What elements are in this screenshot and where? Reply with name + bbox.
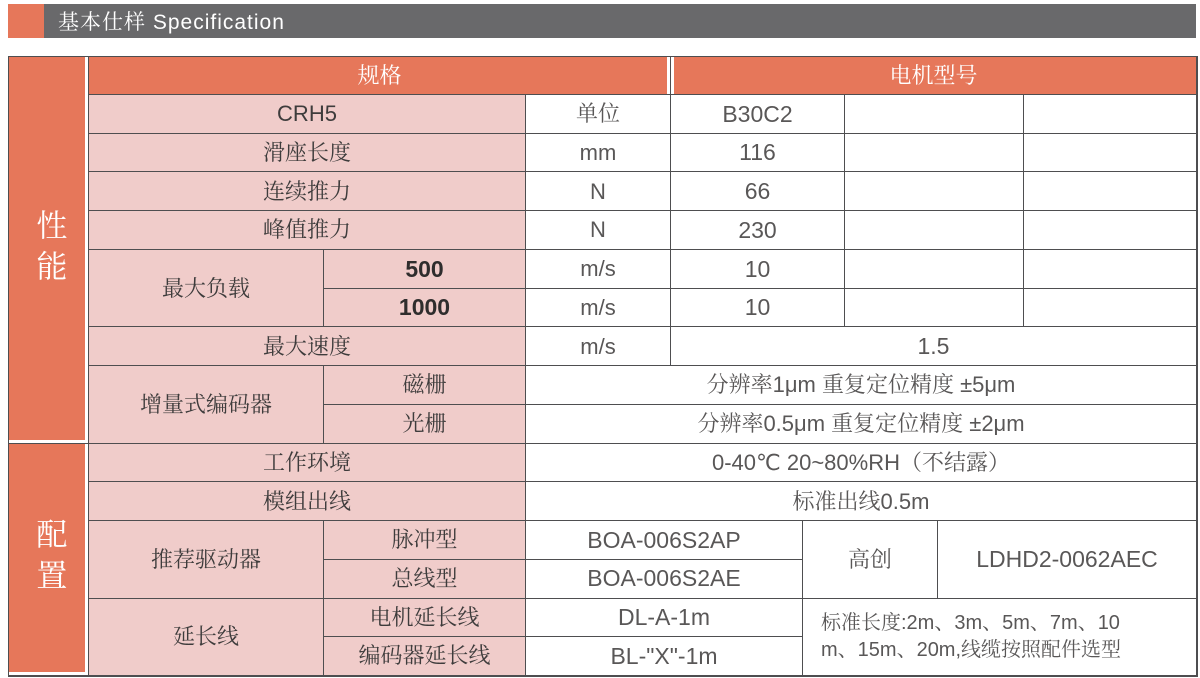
row-crh5-value2-empty bbox=[845, 95, 1024, 134]
row-driver-value-pulse: BOA-006S2AP bbox=[526, 521, 803, 560]
note-line-2: m、15m、20m,线缆按照配件选型 bbox=[821, 638, 1122, 661]
row-module-cable-label: 模组出线 bbox=[89, 482, 526, 521]
section-title: 基本仕样 Specification bbox=[44, 4, 1196, 38]
row-encoder-value-optical: 分辨率0.5μm 重复定位精度 ±2μm bbox=[526, 405, 1197, 444]
row-max-load-value3-empty-2 bbox=[1024, 289, 1197, 328]
row-encoder-label: 增量式编码器 bbox=[89, 366, 324, 443]
row-driver-sub-pulse: 脉冲型 bbox=[324, 521, 526, 560]
header-motor-model: 电机型号 bbox=[671, 57, 1197, 95]
row-encoder-value-magnetic: 分辨率1μm 重复定位精度 ±5μm bbox=[526, 366, 1197, 405]
row-slider-length-value1: 116 bbox=[671, 134, 845, 173]
row-driver-brand: 高创 bbox=[803, 521, 938, 598]
row-max-load-value1-1: 10 bbox=[671, 250, 845, 289]
row-cont-thrust-label: 连续推力 bbox=[89, 172, 526, 211]
row-peak-thrust-value2-empty bbox=[845, 211, 1024, 250]
row-max-load-label: 最大负载 bbox=[89, 250, 324, 327]
row-environment-value: 0-40℃ 20~80%RH（不结露） bbox=[526, 444, 1197, 483]
row-driver-value-bus: BOA-006S2AE bbox=[526, 560, 803, 599]
row-extension-note bbox=[803, 599, 1197, 676]
specification-table bbox=[8, 56, 1198, 677]
row-max-load-value2-empty-1 bbox=[845, 250, 1024, 289]
row-driver-sub-bus: 总线型 bbox=[324, 560, 526, 599]
row-extension-sub-motor: 电机延长线 bbox=[324, 599, 526, 638]
note-line-1: 标准长度:2m、3m、5m、7m、10 bbox=[821, 611, 1120, 634]
row-crh5-value1: B30C2 bbox=[671, 95, 845, 134]
row-max-load-value1-2: 10 bbox=[671, 289, 845, 328]
row-extension-label: 延长线 bbox=[89, 599, 324, 676]
section-title-bar bbox=[8, 4, 1196, 38]
row-extension-value-motor: DL-A-1m bbox=[526, 599, 803, 638]
accent-square bbox=[8, 4, 44, 38]
row-peak-thrust-label: 峰值推力 bbox=[89, 211, 526, 250]
row-extension-sub-encoder: 编码器延长线 bbox=[324, 637, 526, 676]
section-performance: 性能 bbox=[9, 57, 89, 444]
row-cont-thrust-value1: 66 bbox=[671, 172, 845, 211]
header-spec: 规格 bbox=[89, 57, 671, 95]
row-max-load-sub-500: 500 bbox=[324, 250, 526, 289]
section-configuration: 配置 bbox=[9, 444, 89, 676]
row-environment-label: 工作环境 bbox=[89, 444, 526, 483]
row-max-speed-value: 1.5 bbox=[671, 327, 1197, 366]
row-crh5-label: CRH5 bbox=[89, 95, 526, 134]
row-crh5-unit: 单位 bbox=[526, 95, 671, 134]
row-slider-length-unit: mm bbox=[526, 134, 671, 173]
row-max-speed-unit: m/s bbox=[526, 327, 671, 366]
row-cont-thrust-unit: N bbox=[526, 172, 671, 211]
row-module-cable-value: 标准出线0.5m bbox=[526, 482, 1197, 521]
row-crh5-value3-empty bbox=[1024, 95, 1197, 134]
row-max-load-sub-1000: 1000 bbox=[324, 289, 526, 328]
row-peak-thrust-value1: 230 bbox=[671, 211, 845, 250]
row-peak-thrust-unit: N bbox=[526, 211, 671, 250]
row-cont-thrust-value2-empty bbox=[845, 172, 1024, 211]
row-encoder-sub-optical: 光栅 bbox=[324, 405, 526, 444]
row-driver-model: LDHD2-0062AEC bbox=[938, 521, 1197, 598]
row-slider-length-value3-empty bbox=[1024, 134, 1197, 173]
row-max-load-value3-empty-1 bbox=[1024, 250, 1197, 289]
row-slider-length-label: 滑座长度 bbox=[89, 134, 526, 173]
row-extension-value-encoder: BL-"X"-1m bbox=[526, 637, 803, 676]
row-driver-label: 推荐驱动器 bbox=[89, 521, 324, 598]
row-max-load-unit-1: m/s bbox=[526, 250, 671, 289]
row-max-load-value2-empty-2 bbox=[845, 289, 1024, 328]
row-cont-thrust-value3-empty bbox=[1024, 172, 1197, 211]
row-encoder-sub-magnetic: 磁栅 bbox=[324, 366, 526, 405]
row-peak-thrust-value3-empty bbox=[1024, 211, 1197, 250]
row-max-speed-label: 最大速度 bbox=[89, 327, 526, 366]
row-slider-length-value2-empty bbox=[845, 134, 1024, 173]
row-max-load-unit-2: m/s bbox=[526, 289, 671, 328]
